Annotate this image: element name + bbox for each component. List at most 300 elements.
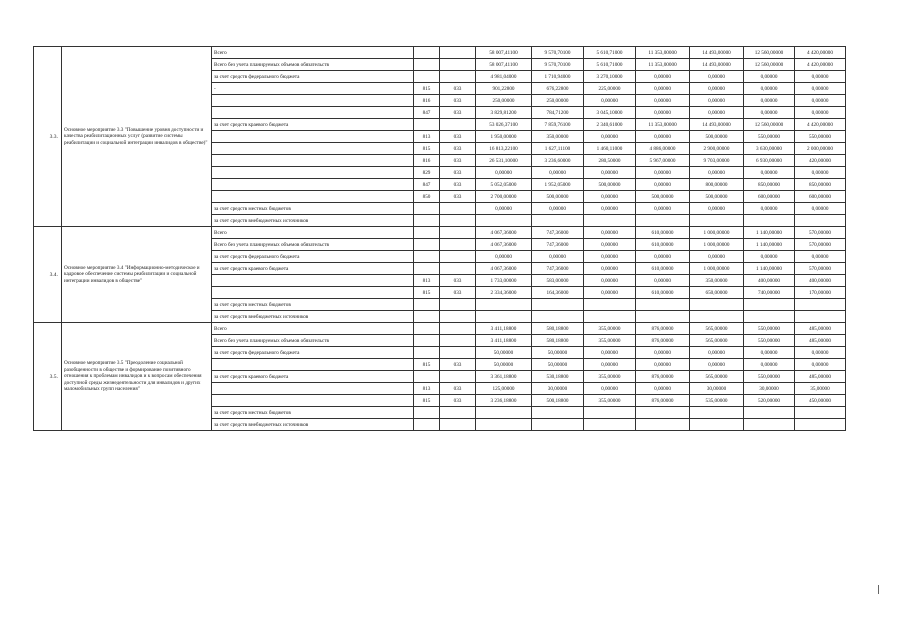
section-title: Основное мероприятие 3.4 "Информационно-методическое и кадровое обеспечение системы реабилитации и социальной интеграции инвалидов в обществе" xyxy=(62,227,212,323)
amount-cell: 600,00000 xyxy=(795,191,846,203)
amount-cell: 30,00000 xyxy=(532,383,584,395)
amount-cell: 0,00000 xyxy=(636,347,690,359)
grbs-code-cell: 813 xyxy=(414,383,440,395)
amount-cell: 5 967,00000 xyxy=(636,155,690,167)
amount-cell: 16 813,22100 xyxy=(476,143,532,155)
amount-cell: 0,00000 xyxy=(636,383,690,395)
amount-cell: 5 052,05000 xyxy=(476,179,532,191)
amount-cell: 565,00000 xyxy=(690,335,744,347)
amount-cell: 7 859,76100 xyxy=(532,119,584,131)
table-row xyxy=(34,47,846,59)
funding-source-label: за счет средств краевого бюджета xyxy=(212,263,414,275)
amount-cell: 1 000,00000 xyxy=(690,239,744,251)
grbs-code-cell xyxy=(414,119,440,131)
section-code-cell xyxy=(440,311,476,323)
amount-cell: 850,00000 xyxy=(744,179,795,191)
amount-cell: 12 560,00000 xyxy=(744,59,795,71)
amount-cell: 876,00000 xyxy=(636,395,690,407)
amount-cell xyxy=(690,407,744,419)
amount-cell: 0,00000 xyxy=(636,83,690,95)
amount-cell: 0,00000 xyxy=(795,251,846,263)
amount-cell: 12 560,00000 xyxy=(744,47,795,59)
amount-cell: 14 493,00000 xyxy=(690,59,744,71)
amount-cell: 0,00000 xyxy=(690,167,744,179)
funding-source-label xyxy=(212,275,414,287)
funding-source-label xyxy=(212,383,414,395)
section-code-cell xyxy=(440,419,476,431)
section-code-cell xyxy=(440,299,476,311)
amount-cell: 610,00000 xyxy=(636,239,690,251)
grbs-code-cell xyxy=(414,323,440,335)
amount-cell: 0,00000 xyxy=(584,203,636,215)
amount-cell: 58 007,41100 xyxy=(476,59,532,71)
grbs-code-cell xyxy=(414,227,440,239)
amount-cell xyxy=(690,311,744,323)
amount-cell: 500,00000 xyxy=(690,131,744,143)
amount-cell: 0,00000 xyxy=(795,203,846,215)
grbs-code-cell: 829 xyxy=(414,167,440,179)
section-code-cell: 033 xyxy=(440,179,476,191)
grbs-code-cell xyxy=(414,419,440,431)
amount-cell: 3 236,60000 xyxy=(532,155,584,167)
funding-source-label xyxy=(212,143,414,155)
amount-cell: 570,00000 xyxy=(795,263,846,275)
amount-cell: 355,00000 xyxy=(584,335,636,347)
funding-source-label: за счет средств внебюджетных источников xyxy=(212,419,414,431)
budget-table xyxy=(33,46,846,431)
section-code-cell xyxy=(440,227,476,239)
amount-cell: 0,00000 xyxy=(744,167,795,179)
amount-cell: 0,00000 xyxy=(795,71,846,83)
amount-cell: 0,00000 xyxy=(795,359,846,371)
amount-cell: 0,00000 xyxy=(744,251,795,263)
amount-cell xyxy=(795,311,846,323)
funding-source-label: - xyxy=(212,83,414,95)
amount-cell: 164,36000 xyxy=(532,287,584,299)
amount-cell: 565,00000 xyxy=(690,371,744,383)
amount-cell: 0,00000 xyxy=(744,71,795,83)
amount-cell: 500,00000 xyxy=(690,191,744,203)
section-code-cell xyxy=(440,335,476,347)
amount-cell xyxy=(476,299,532,311)
amount-cell: 570,00000 xyxy=(795,227,846,239)
amount-cell xyxy=(476,407,532,419)
amount-cell: 0,00000 xyxy=(690,71,744,83)
amount-cell: 1 710,94000 xyxy=(532,71,584,83)
section-code-cell xyxy=(440,59,476,71)
amount-cell: 535,00000 xyxy=(690,395,744,407)
section-code-cell xyxy=(440,347,476,359)
amount-cell: 170,00000 xyxy=(795,287,846,299)
section-code-cell xyxy=(440,323,476,335)
amount-cell xyxy=(532,407,584,419)
section-code-cell: 033 xyxy=(440,143,476,155)
funding-source-label: за счет средств внебюджетных источников xyxy=(212,311,414,323)
amount-cell: 50,00000 xyxy=(532,347,584,359)
amount-cell: 3 361,18800 xyxy=(476,371,532,383)
funding-source-label xyxy=(212,131,414,143)
amount-cell: 355,00000 xyxy=(584,395,636,407)
amount-cell: 4 420,00000 xyxy=(795,47,846,59)
amount-cell: 550,00000 xyxy=(744,323,795,335)
amount-cell: 0,00000 xyxy=(532,251,584,263)
amount-cell xyxy=(744,407,795,419)
amount-cell xyxy=(636,419,690,431)
amount-cell: 1 950,00000 xyxy=(476,131,532,143)
amount-cell: 0,00000 xyxy=(744,359,795,371)
funding-source-label xyxy=(212,287,414,299)
amount-cell: 0,00000 xyxy=(584,359,636,371)
table-row xyxy=(34,323,846,335)
amount-cell: 0,00000 xyxy=(636,167,690,179)
amount-cell: 0,00000 xyxy=(636,203,690,215)
funding-source-label: Всего без учета планируемых объемов обязательств xyxy=(212,239,414,251)
section-code-cell: 033 xyxy=(440,155,476,167)
amount-cell: 740,00000 xyxy=(744,287,795,299)
funding-source-label: за счет средств краевого бюджета xyxy=(212,371,414,383)
section-title: Основное мероприятие 3.3 "Повышение уровня доступности и качества реабилитационных услуг (развитие системы реабилитации и социальной интеграции инвалидов в обществе)" xyxy=(62,47,212,227)
grbs-code-cell xyxy=(414,215,440,227)
amount-cell: 0,00000 xyxy=(584,191,636,203)
grbs-code-cell xyxy=(414,71,440,83)
amount-cell: 0,00000 xyxy=(636,131,690,143)
amount-cell: 1 733,00000 xyxy=(476,275,532,287)
section-code-cell: 033 xyxy=(440,383,476,395)
amount-cell: 0,00000 xyxy=(795,107,846,119)
amount-cell: 485,00000 xyxy=(795,371,846,383)
amount-cell: 0,00000 xyxy=(584,95,636,107)
funding-source-label xyxy=(212,191,414,203)
section-title: Основное мероприятие 3.5 "Преодоление социальной разобщенности в обществе и формирование позитивного отношения к проблемам инвалидов и к вопросам обеспечения доступной среды жизнедеятельности для инвалидов и других маломобильных групп населения" xyxy=(62,323,212,431)
section-code-cell: 033 xyxy=(440,83,476,95)
section-code-cell: 033 xyxy=(440,107,476,119)
amount-cell xyxy=(744,215,795,227)
amount-cell: 0,00000 xyxy=(584,239,636,251)
amount-cell: 747,36000 xyxy=(532,263,584,275)
funding-source-label: Всего без учета планируемых объемов обязательств xyxy=(212,335,414,347)
amount-cell: 0,00000 xyxy=(795,83,846,95)
amount-cell xyxy=(795,407,846,419)
section-code-cell xyxy=(440,407,476,419)
section-code-cell: 033 xyxy=(440,131,476,143)
amount-cell xyxy=(636,311,690,323)
amount-cell: 9 570,70100 xyxy=(532,59,584,71)
amount-cell: 0,00000 xyxy=(795,347,846,359)
funding-source-label: Всего xyxy=(212,227,414,239)
section-code-cell: 033 xyxy=(440,395,476,407)
amount-cell: 876,00000 xyxy=(636,323,690,335)
amount-cell: 9 570,70100 xyxy=(532,47,584,59)
amount-cell: 4 420,00000 xyxy=(795,59,846,71)
amount-cell: 676,22800 xyxy=(532,83,584,95)
amount-cell: 3 270,10000 xyxy=(584,71,636,83)
amount-cell: 4 067,36000 xyxy=(476,263,532,275)
amount-cell: 0,00000 xyxy=(744,203,795,215)
amount-cell: 3 045,10000 xyxy=(584,107,636,119)
amount-cell: 0,00000 xyxy=(744,95,795,107)
grbs-code-cell xyxy=(414,263,440,275)
amount-cell xyxy=(584,299,636,311)
amount-cell: 14 493,00000 xyxy=(690,119,744,131)
amount-cell: 11 353,00000 xyxy=(636,59,690,71)
amount-cell xyxy=(584,407,636,419)
amount-cell: 50,00000 xyxy=(476,347,532,359)
amount-cell: 4 067,36000 xyxy=(476,239,532,251)
amount-cell: 747,36000 xyxy=(532,227,584,239)
amount-cell: 350,00000 xyxy=(690,275,744,287)
funding-source-label: Всего xyxy=(212,323,414,335)
amount-cell: 0,00000 xyxy=(584,383,636,395)
amount-cell: 800,00000 xyxy=(690,179,744,191)
amount-cell: 0,00000 xyxy=(584,275,636,287)
amount-cell: 0,00000 xyxy=(636,251,690,263)
funding-source-label: за счет средств местных бюджетов xyxy=(212,299,414,311)
amount-cell: 747,36000 xyxy=(532,239,584,251)
amount-cell: 550,00000 xyxy=(744,131,795,143)
amount-cell: 4 886,00000 xyxy=(636,143,690,155)
amount-cell: 125,00000 xyxy=(476,383,532,395)
funding-source-label xyxy=(212,167,414,179)
amount-cell: 400,00000 xyxy=(744,275,795,287)
amount-cell xyxy=(532,215,584,227)
amount-cell: 4 981,04000 xyxy=(476,71,532,83)
amount-cell: 610,00000 xyxy=(636,227,690,239)
amount-cell xyxy=(744,299,795,311)
grbs-code-cell xyxy=(414,251,440,263)
grbs-code-cell xyxy=(414,47,440,59)
amount-cell: 225,00000 xyxy=(584,83,636,95)
grbs-code-cell: 847 xyxy=(414,107,440,119)
amount-cell: 6 930,00000 xyxy=(744,155,795,167)
amount-cell: 30,00000 xyxy=(744,383,795,395)
section-index: 3.5. xyxy=(34,323,62,431)
amount-cell: 1 140,00000 xyxy=(744,263,795,275)
amount-cell: 2 900,00000 xyxy=(690,143,744,155)
amount-cell: 500,00000 xyxy=(532,191,584,203)
amount-cell: 0,00000 xyxy=(636,71,690,83)
amount-cell xyxy=(795,299,846,311)
amount-cell: 11 353,00000 xyxy=(636,119,690,131)
amount-cell: 250,00000 xyxy=(476,95,532,107)
amount-cell xyxy=(690,215,744,227)
amount-cell: 565,00000 xyxy=(690,323,744,335)
amount-cell: 11 353,00000 xyxy=(636,47,690,59)
amount-cell: 0,00000 xyxy=(690,107,744,119)
funding-source-label: за счет средств внебюджетных источников xyxy=(212,215,414,227)
grbs-code-cell xyxy=(414,239,440,251)
amount-cell xyxy=(532,311,584,323)
grbs-code-cell xyxy=(414,311,440,323)
grbs-code-cell: 815 xyxy=(414,143,440,155)
grbs-code-cell xyxy=(414,347,440,359)
budget-table-body xyxy=(34,47,846,431)
grbs-code-cell: 813 xyxy=(414,275,440,287)
section-code-cell xyxy=(440,119,476,131)
amount-cell: 485,00000 xyxy=(795,323,846,335)
amount-cell: 550,00000 xyxy=(744,371,795,383)
amount-cell: 30,00000 xyxy=(690,383,744,395)
funding-source-label xyxy=(212,359,414,371)
amount-cell: 580,18800 xyxy=(532,335,584,347)
amount-cell: 550,00000 xyxy=(795,131,846,143)
amount-cell: 14 493,00000 xyxy=(690,47,744,59)
amount-cell: 0,00000 xyxy=(532,203,584,215)
amount-cell: 580,18800 xyxy=(532,323,584,335)
amount-cell: 0,00000 xyxy=(584,167,636,179)
amount-cell: 58 007,41100 xyxy=(476,47,532,59)
funding-source-label xyxy=(212,395,414,407)
amount-cell: 650,00000 xyxy=(690,287,744,299)
amount-cell: 876,00000 xyxy=(636,335,690,347)
amount-cell: 0,00000 xyxy=(690,95,744,107)
amount-cell xyxy=(795,215,846,227)
amount-cell: 3 411,18800 xyxy=(476,323,532,335)
amount-cell xyxy=(636,215,690,227)
amount-cell: 53 026,37100 xyxy=(476,119,532,131)
amount-cell: 1 000,00000 xyxy=(690,227,744,239)
table-row xyxy=(34,227,846,239)
amount-cell: 0,00000 xyxy=(636,107,690,119)
section-code-cell xyxy=(440,47,476,59)
grbs-code-cell: 813 xyxy=(414,131,440,143)
amount-cell: 0,00000 xyxy=(532,167,584,179)
section-code-cell: 033 xyxy=(440,359,476,371)
amount-cell: 520,00000 xyxy=(744,395,795,407)
amount-cell: 876,00000 xyxy=(636,371,690,383)
amount-cell: 2 340,61000 xyxy=(584,119,636,131)
amount-cell xyxy=(744,419,795,431)
section-code-cell: 033 xyxy=(440,275,476,287)
amount-cell: 0,00000 xyxy=(690,347,744,359)
section-code-cell xyxy=(440,71,476,83)
amount-cell xyxy=(584,215,636,227)
grbs-code-cell: 815 xyxy=(414,395,440,407)
amount-cell: 35,00000 xyxy=(795,383,846,395)
grbs-code-cell: 815 xyxy=(414,287,440,299)
amount-cell: 0,00000 xyxy=(744,347,795,359)
amount-cell: 1 627,11100 xyxy=(532,143,584,155)
amount-cell: 3 630,00000 xyxy=(744,143,795,155)
amount-cell: 280,50000 xyxy=(584,155,636,167)
amount-cell: 450,00000 xyxy=(795,395,846,407)
amount-cell: 0,00000 xyxy=(690,203,744,215)
grbs-code-cell xyxy=(414,407,440,419)
amount-cell: 2 334,36000 xyxy=(476,287,532,299)
amount-cell: 0,00000 xyxy=(636,179,690,191)
amount-cell xyxy=(690,299,744,311)
funding-source-label: за счет средств федерального бюджета xyxy=(212,251,414,263)
amount-cell: 5 610,71000 xyxy=(584,47,636,59)
funding-source-label: за счет средств местных бюджетов xyxy=(212,203,414,215)
amount-cell: 0,00000 xyxy=(690,83,744,95)
funding-source-label: за счет средств федерального бюджета xyxy=(212,71,414,83)
funding-source-label xyxy=(212,95,414,107)
amount-cell: 250,00000 xyxy=(532,95,584,107)
grbs-code-cell: 815 xyxy=(414,83,440,95)
amount-cell: 355,00000 xyxy=(584,371,636,383)
amount-cell xyxy=(476,215,532,227)
amount-cell xyxy=(476,419,532,431)
grbs-code-cell xyxy=(414,371,440,383)
amount-cell: 9 703,00000 xyxy=(690,155,744,167)
amount-cell xyxy=(795,419,846,431)
section-index: 3.4. xyxy=(34,227,62,323)
amount-cell: 0,00000 xyxy=(584,227,636,239)
amount-cell: 610,00000 xyxy=(636,287,690,299)
funding-source-label: Всего без учета планируемых объемов обязательств xyxy=(212,59,414,71)
amount-cell xyxy=(744,311,795,323)
grbs-code-cell: 816 xyxy=(414,95,440,107)
amount-cell: 0,00000 xyxy=(795,167,846,179)
amount-cell: 0,00000 xyxy=(636,275,690,287)
funding-source-label: за счет средств федерального бюджета xyxy=(212,347,414,359)
amount-cell: 0,00000 xyxy=(584,251,636,263)
section-code-cell: 033 xyxy=(440,287,476,299)
amount-cell: 0,00000 xyxy=(636,95,690,107)
grbs-code-cell xyxy=(414,335,440,347)
amount-cell: 0,00000 xyxy=(795,95,846,107)
section-code-cell: 033 xyxy=(440,95,476,107)
amount-cell: 0,00000 xyxy=(584,131,636,143)
amount-cell: 4 067,36000 xyxy=(476,227,532,239)
amount-cell: 0,00000 xyxy=(744,107,795,119)
amount-cell: 1 140,00000 xyxy=(744,227,795,239)
amount-cell: 420,00000 xyxy=(795,155,846,167)
amount-cell: 500,18800 xyxy=(532,395,584,407)
section-code-cell xyxy=(440,251,476,263)
grbs-code-cell xyxy=(414,203,440,215)
amount-cell: 0,00000 xyxy=(690,251,744,263)
funding-source-label: Всего xyxy=(212,47,414,59)
amount-cell: 583,00000 xyxy=(532,275,584,287)
amount-cell xyxy=(636,299,690,311)
amount-cell: 0,00000 xyxy=(476,251,532,263)
amount-cell: 1 000,00000 xyxy=(690,263,744,275)
grbs-code-cell: 815 xyxy=(414,359,440,371)
section-code-cell xyxy=(440,371,476,383)
section-code-cell: 033 xyxy=(440,167,476,179)
funding-source-label: за счет средств местных бюджетов xyxy=(212,407,414,419)
amount-cell: 355,00000 xyxy=(584,323,636,335)
amount-cell: 4 420,00000 xyxy=(795,119,846,131)
funding-source-label: за счет средств краевого бюджета xyxy=(212,119,414,131)
funding-source-label xyxy=(212,155,414,167)
section-code-cell xyxy=(440,215,476,227)
amount-cell: 901,22800 xyxy=(476,83,532,95)
amount-cell xyxy=(532,299,584,311)
amount-cell: 1 140,00000 xyxy=(744,239,795,251)
amount-cell: 570,00000 xyxy=(795,239,846,251)
amount-cell: 1 952,05000 xyxy=(532,179,584,191)
grbs-code-cell: 847 xyxy=(414,179,440,191)
amount-cell: 350,00000 xyxy=(532,131,584,143)
amount-cell: 600,00000 xyxy=(744,191,795,203)
amount-cell: 26 531,10000 xyxy=(476,155,532,167)
funding-source-label xyxy=(212,107,414,119)
amount-cell: 2 700,00000 xyxy=(476,191,532,203)
amount-cell: 0,00000 xyxy=(476,203,532,215)
grbs-code-cell xyxy=(414,299,440,311)
amount-cell: 3 411,18800 xyxy=(476,335,532,347)
amount-cell xyxy=(690,419,744,431)
amount-cell: 400,00000 xyxy=(795,275,846,287)
amount-cell: 12 560,00000 xyxy=(744,119,795,131)
amount-cell: 50,00000 xyxy=(476,359,532,371)
amount-cell: 850,00000 xyxy=(795,179,846,191)
amount-cell: 1 460,11000 xyxy=(584,143,636,155)
amount-cell: 0,00000 xyxy=(476,167,532,179)
amount-cell: 0,00000 xyxy=(744,83,795,95)
